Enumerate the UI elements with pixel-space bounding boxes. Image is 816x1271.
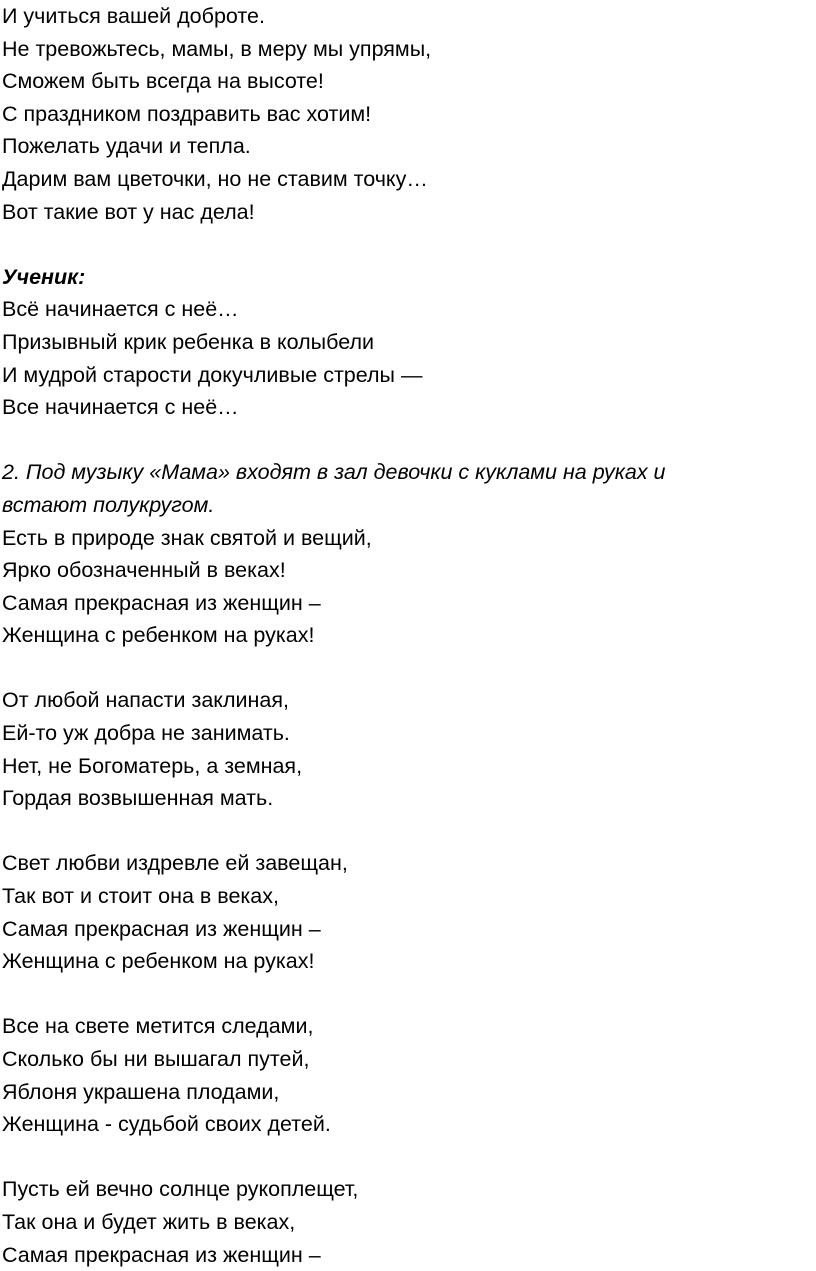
verse-line: Женщина с ребенком на руках! — [2, 623, 315, 648]
stanza-spacer — [2, 1141, 812, 1174]
verse-line: Женщина - судьбой своих детей. — [2, 1112, 331, 1137]
verse-line: Женщина с ребенком на руках! — [2, 949, 315, 974]
verse-line: Яблоня украшена плодами, — [2, 1079, 280, 1104]
stanza-1 — [2, 0, 812, 228]
stanza-2 — [2, 293, 812, 423]
verse-line: Гордая возвышенная мать. — [2, 786, 274, 811]
verse-line: Ярко обозначенный в веках! — [2, 558, 286, 583]
stanza-3 — [2, 522, 812, 652]
verse-line: Не тревожьтесь, мамы, в меру мы упрямы, — [2, 36, 432, 61]
verse-line: От любой напасти заклиная, — [2, 688, 289, 713]
document-page — [2, 0, 812, 1271]
verse-line: Так она и будет жить в веках, — [2, 1209, 296, 1234]
verse-line: С праздником поздравить вас хотим! — [2, 101, 372, 126]
verse-line: Нет, не Богоматерь, а земная, — [2, 753, 303, 778]
stanza-spacer — [2, 228, 812, 261]
verse-line: Призывный крик ребенка в колыбели — [2, 329, 374, 354]
stanza-7 — [2, 1173, 812, 1271]
verse-line: Так вот и стоит она в веках, — [2, 884, 279, 909]
verse-line: Пусть ей вечно солнце рукоплещет, — [2, 1177, 359, 1202]
verse-line: Сколько бы ни вышагал путей, — [2, 1047, 310, 1071]
verse-line: Есть в природе знак святой и вещий, — [2, 525, 372, 550]
stage-direction-line: 2. Под музыку «Мама» входят в зал девочки с куклами на руках и — [2, 460, 666, 485]
verse-line: Самая прекрасная из женщин – — [2, 1242, 321, 1267]
verse-line: Пожелать удачи и тепла. — [2, 134, 251, 159]
verse-line: Самая прекрасная из женщин – — [2, 590, 321, 615]
verse-line: Самая прекрасная из женщин – — [2, 916, 321, 941]
verse-line: Свет любви издревле ей завещан, — [2, 851, 348, 876]
stage-direction-line: встают полукругом. — [2, 492, 215, 517]
verse-line: И мудрой старости докучливые стрелы — — [2, 362, 423, 387]
stage-direction — [2, 456, 812, 521]
speaker-label: Ученик: — [2, 264, 86, 289]
verse-line: Дарим вам цветочки, но не ставим точку… — [2, 166, 428, 191]
stanza-spacer — [2, 424, 812, 457]
verse-line: Все начинается с неё… — [2, 395, 239, 420]
stanza-spacer — [2, 978, 812, 1011]
verse-line: И учиться вашей доброте. — [2, 4, 265, 28]
stanza-spacer — [2, 815, 812, 848]
verse-line: Вот такие вот у нас дела! — [2, 199, 255, 224]
verse-line: Все на свете метится следами, — [2, 1014, 314, 1039]
stanza-6 — [2, 1010, 812, 1140]
verse-line: Всё начинается с неё… — [2, 297, 239, 322]
stanza-5 — [2, 847, 812, 977]
verse-line: Сможем быть всегда на высоте! — [2, 69, 324, 94]
stanza-spacer — [2, 652, 812, 685]
verse-line: Ей-то уж добра не занимать. — [2, 721, 290, 746]
stanza-4 — [2, 684, 812, 814]
